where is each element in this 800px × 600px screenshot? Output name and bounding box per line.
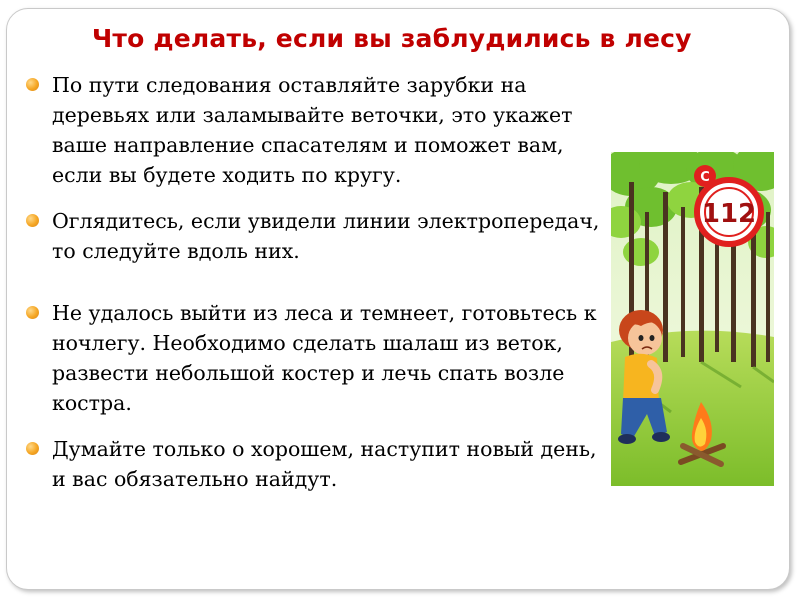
bullet-dot-icon <box>26 306 39 319</box>
bullet-text: Не удалось выйти из леса и темнеет, готовьтесь к ночлегу. Необходимо сделать шалаш из веток, развести небольшой костер и лечь спать возле костра. <box>52 301 597 415</box>
bullet-text: Оглядитесь, если увидели линии электропередач, то следуйте вдоль них. <box>52 209 600 263</box>
bullet-item <box>24 434 604 494</box>
bullet-text: Думайте только о хорошем, наступит новый день, и вас обязательно найдут. <box>52 437 597 491</box>
svg-text:С: С <box>700 170 710 185</box>
forest-scene-image <box>611 152 774 486</box>
bullet-dot-icon <box>26 442 39 455</box>
svg-text:112: 112 <box>701 199 757 229</box>
bullet-dot-icon <box>26 78 39 91</box>
lost-child-forest-illustration <box>611 152 774 486</box>
bullet-item <box>24 70 604 190</box>
bullet-text: По пути следования оставляйте зарубки на деревьях или заламывайте веточки, это укажет ваше направление спасателям и поможет вам, если вы будете ходить по кругу. <box>52 73 573 187</box>
bullet-item <box>24 298 604 418</box>
bullet-dot-icon <box>26 214 39 227</box>
bullet-list <box>24 70 604 494</box>
bullet-item <box>24 206 604 266</box>
slide-title: Что делать, если вы заблудились в лесу <box>92 24 692 53</box>
